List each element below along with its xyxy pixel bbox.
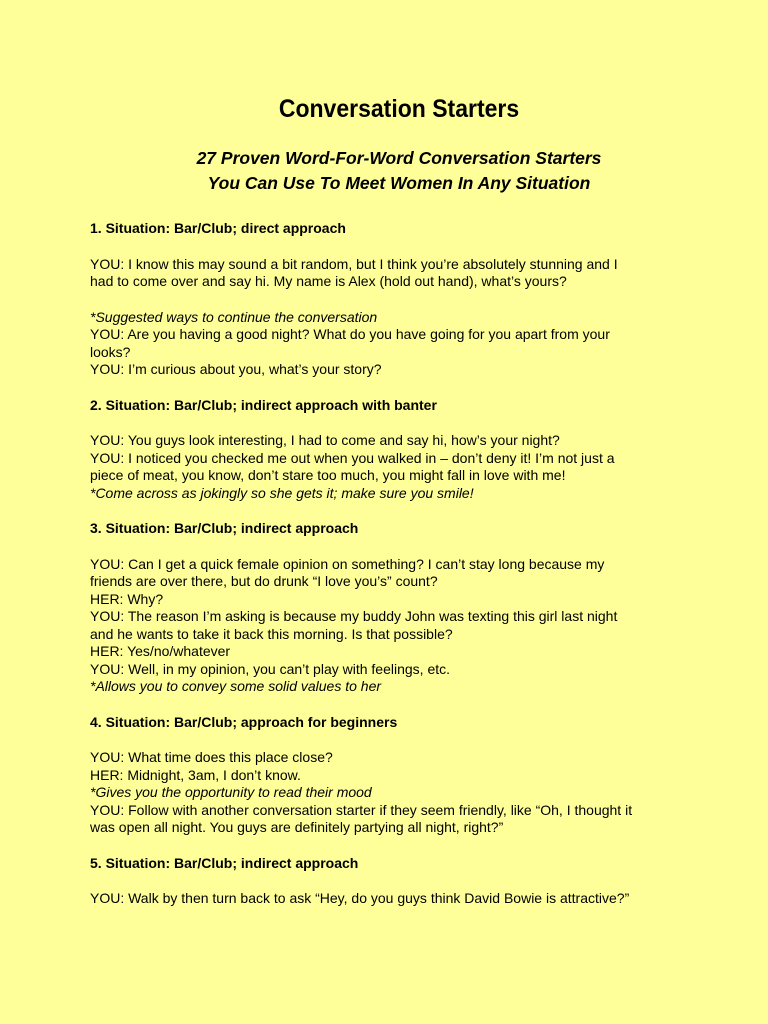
section-4 bbox=[90, 714, 708, 837]
subtitle-line: 27 Proven Word-For-Word Conversation Starters bbox=[196, 148, 602, 168]
note-line: *Come across as jokingly so she gets it; make sure you smile! bbox=[90, 484, 474, 501]
document-title: Conversation Starters bbox=[278, 95, 520, 123]
paragraph-block bbox=[90, 890, 708, 908]
section-heading: 5. Situation: Bar/Club; indirect approach bbox=[90, 854, 359, 871]
note-line: *Suggested ways to continue the conversation bbox=[90, 308, 378, 325]
dialogue-line: piece of meat, you know, don’t stare too much, you might fall in love with me! bbox=[90, 467, 566, 483]
section-heading: 2. Situation: Bar/Club; indirect approach with banter bbox=[90, 396, 437, 413]
dialogue-line: friends are over there, but do drunk “I love you’s” count? bbox=[90, 573, 438, 589]
dialogue-line: was open all night. You guys are definitely partying all night, right?” bbox=[90, 819, 504, 835]
dialogue-line: HER: Why? bbox=[90, 590, 164, 607]
dialogue-line: YOU: Can I get a quick female opinion on something? I can’t stay long because my bbox=[90, 555, 605, 572]
note-line: *Allows you to convey some solid values to her bbox=[90, 678, 382, 694]
dialogue-line: YOU: You guys look interesting, I had to come and say hi, how’s your night? bbox=[90, 432, 560, 448]
dialogue-line: looks? bbox=[90, 343, 131, 360]
section-5 bbox=[90, 855, 708, 908]
dialogue-line: YOU: Follow with another conversation starter if they seem friendly, like “Oh, I thought it bbox=[90, 801, 633, 818]
dialogue-line: YOU: Walk by then turn back to ask “Hey, do you guys think David Bowie is attractive?” bbox=[90, 890, 630, 906]
section-heading: 4. Situation: Bar/Club; approach for beginners bbox=[90, 713, 398, 730]
subtitle-line: You Can Use To Meet Women In Any Situation bbox=[207, 173, 591, 193]
paragraph-block bbox=[90, 749, 708, 837]
dialogue-line: YOU: Well, in my opinion, you can’t play with feelings, etc. bbox=[90, 660, 451, 677]
paragraph-block bbox=[90, 256, 708, 291]
paragraph-block bbox=[90, 309, 708, 379]
dialogue-line: HER: Yes/no/whatever bbox=[90, 643, 231, 659]
dialogue-line: and he wants to take it back this morning. Is that possible? bbox=[90, 625, 453, 642]
section-3 bbox=[90, 520, 708, 696]
sections-container bbox=[90, 220, 708, 908]
paragraph-block bbox=[90, 556, 708, 696]
section-heading: 1. Situation: Bar/Club; direct approach bbox=[90, 220, 346, 236]
dialogue-line: YOU: The reason I’m asking is because my buddy John was texting this girl last night bbox=[90, 608, 618, 624]
paragraph-block bbox=[90, 432, 708, 502]
dialogue-line: YOU: I’m curious about you, what’s your story? bbox=[90, 361, 382, 377]
dialogue-line: HER: Midnight, 3am, I don’t know. bbox=[90, 766, 301, 783]
note-line: *Gives you the opportunity to read their mood bbox=[90, 784, 372, 800]
dialogue-line: YOU: Are you having a good night? What do you have going for you apart from your bbox=[90, 326, 610, 342]
document-subtitle bbox=[90, 146, 708, 196]
section-2 bbox=[90, 397, 708, 503]
section-heading: 3. Situation: Bar/Club; indirect approach bbox=[90, 520, 359, 536]
section-1 bbox=[90, 220, 708, 379]
dialogue-line: had to come over and say hi. My name is Alex (hold out hand), what’s yours? bbox=[90, 273, 567, 289]
dialogue-line: YOU: What time does this place close? bbox=[90, 749, 333, 765]
dialogue-line: YOU: I know this may sound a bit random, but I think you’re absolutely stunning and I bbox=[90, 255, 618, 272]
dialogue-line: YOU: I noticed you checked me out when you walked in – don’t deny it! I’m not just a bbox=[90, 449, 615, 466]
